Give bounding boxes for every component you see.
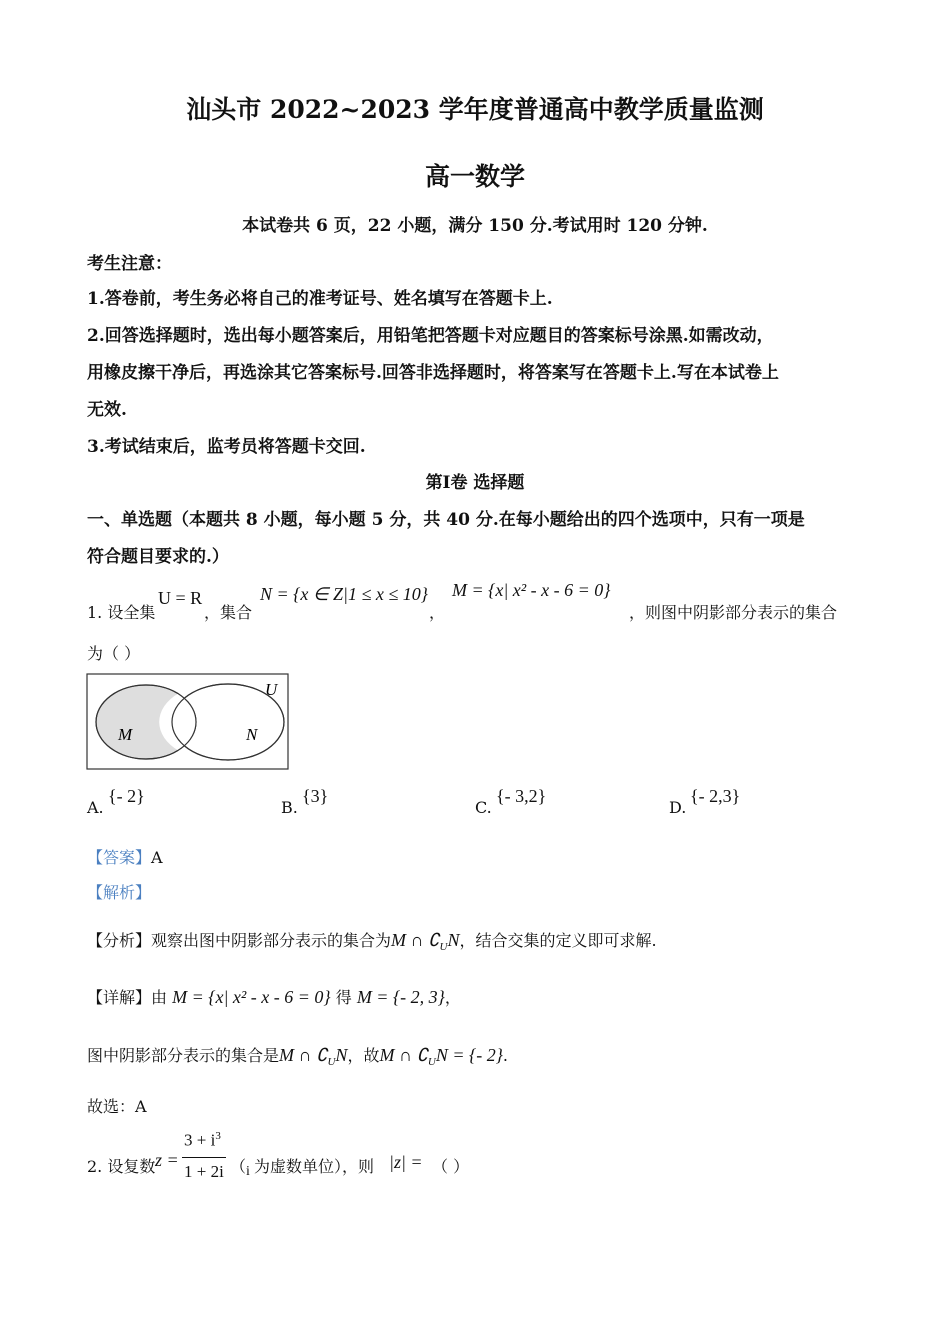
exam-title: 汕头市 2022~2023 学年度普通高中教学质量监测 bbox=[186, 95, 764, 124]
fenxi-text-b: ，结合交集的定义即可求解. bbox=[459, 931, 657, 950]
q2-prefix: 2. 设复数 bbox=[87, 1157, 156, 1176]
shade-text-b: ，故 bbox=[347, 1046, 380, 1065]
detail-text-a: 由 bbox=[151, 988, 168, 1007]
shade-math-n1: N bbox=[335, 1045, 348, 1065]
q2-denominator: 1 + 2i bbox=[184, 1162, 224, 1181]
detail-text-c: ， bbox=[444, 988, 461, 1007]
q2-numerator-base: 3 + i bbox=[184, 1130, 216, 1150]
q2-fraction-bar bbox=[182, 1157, 226, 1158]
q1-question-suffix: ，则图中阴影部分表示的集合 bbox=[629, 603, 838, 622]
subject-title: 高一数学 bbox=[424, 162, 525, 191]
shade-math-2: M ∩ ∁ bbox=[379, 1045, 428, 1065]
detail-text-b: 得 bbox=[335, 988, 352, 1007]
fenxi-sub: U bbox=[439, 941, 448, 954]
notice-line-2a: 2.回答选择题时，选出每小题答案后，用铅笔把答题卡对应题目的答案标号涂黑.如需改动， bbox=[87, 326, 774, 346]
detail-tag: 【详解】 bbox=[87, 988, 152, 1007]
q1-set-word: ，集合 bbox=[204, 603, 253, 622]
notice-line-1: 1.答卷前，考生务必将自己的准考证号、姓名填写在答题卡上. bbox=[87, 289, 553, 309]
q1-option-d-label: D. bbox=[669, 798, 687, 817]
part-title: 第Ⅰ卷 选择题 bbox=[425, 473, 525, 493]
q2-z: z = bbox=[155, 1150, 179, 1170]
answer-tag: 【答案】 bbox=[87, 848, 152, 867]
q1-set-n: N = {x ∈ Z|1 ≤ x ≤ 10} bbox=[260, 584, 428, 604]
venn-diagram bbox=[86, 673, 290, 771]
notice-line-3: 3.考试结束后，监考员将答题卡交回. bbox=[87, 437, 366, 457]
shade-sub-2: U bbox=[427, 1056, 436, 1069]
q1-option-a-value: {- 2} bbox=[108, 786, 145, 806]
q1-universal-set: U = R bbox=[158, 588, 203, 608]
q1-option-d-value: {- 2,3} bbox=[690, 786, 741, 806]
q1-question-line-2: 为（ ） bbox=[87, 644, 141, 663]
q2-paren-text: 为虚数单位），则 bbox=[254, 1157, 375, 1176]
q2-paren-open: （ bbox=[230, 1157, 247, 1176]
detail-math-2: M = {- 2, 3} bbox=[356, 987, 445, 1007]
fenxi-tag: 【分析】 bbox=[87, 931, 152, 950]
notice-line-2c: 无效. bbox=[87, 400, 127, 420]
q1-option-c-label: C. bbox=[475, 798, 492, 817]
q1-option-c-value: {- 3,2} bbox=[496, 786, 547, 806]
venn-label-m: M bbox=[118, 725, 133, 744]
analysis-tag: 【解析】 bbox=[87, 883, 152, 902]
shade-line bbox=[87, 1043, 508, 1068]
shade-math-1: M ∩ ∁ bbox=[279, 1045, 328, 1065]
shade-text-a: 图中阴影部分表示的集合是 bbox=[87, 1046, 280, 1065]
q2-abs-z: |z| = bbox=[389, 1152, 423, 1172]
q2-numerator-exp: 3 bbox=[215, 1130, 221, 1142]
detail-line bbox=[87, 985, 461, 1008]
answer-value: A bbox=[151, 848, 163, 867]
detail-math-1: M = {x| x² - x - 6 = 0} bbox=[172, 987, 331, 1007]
q1-option-a-label: A. bbox=[87, 798, 104, 817]
q2-numerator bbox=[184, 1130, 221, 1151]
notice-heading: 考生注意： bbox=[87, 254, 172, 274]
fenxi-line bbox=[87, 928, 657, 953]
q1-prefix: 1. 设全集 bbox=[87, 603, 156, 622]
venn-label-u: U bbox=[265, 680, 278, 699]
q2-question-tail: （ ） bbox=[432, 1157, 470, 1176]
shade-math-n2: N = {- 2} bbox=[435, 1045, 503, 1065]
section-heading-b: 符合题目要求的.） bbox=[87, 547, 229, 567]
venn-label-n: N bbox=[246, 725, 258, 744]
q1-option-b-label: B. bbox=[281, 798, 298, 817]
q2-i: i bbox=[246, 1164, 250, 1179]
shade-sub-1: U bbox=[327, 1056, 336, 1069]
q1-choose: 故选：A bbox=[87, 1097, 147, 1116]
section-heading-a: 一、单选题（本题共 8 小题，每小题 5 分，共 40 分.在每小题给出的四个选项中，只有一项是 bbox=[87, 510, 805, 530]
shade-text-c: . bbox=[502, 1046, 508, 1065]
fenxi-text-a: 观察出图中阴影部分表示的集合为 bbox=[151, 931, 392, 950]
exam-info: 本试卷共 6 页，22 小题，满分 150 分.考试用时 120 分钟. bbox=[242, 216, 708, 236]
q1-comma: ， bbox=[429, 603, 446, 622]
q1-option-b-value: {3} bbox=[302, 786, 329, 806]
q1-set-m: M = {x| x² - x - 6 = 0} bbox=[452, 580, 611, 600]
notice-line-2b: 用橡皮擦干净后，再选涂其它答案标号.回答非选择题时，将答案写在答题卡上.写在本试卷上 bbox=[87, 363, 779, 383]
answer-line bbox=[87, 845, 163, 868]
fenxi-math: M ∩ ∁ bbox=[391, 930, 440, 950]
fenxi-math-n: N bbox=[447, 930, 460, 950]
